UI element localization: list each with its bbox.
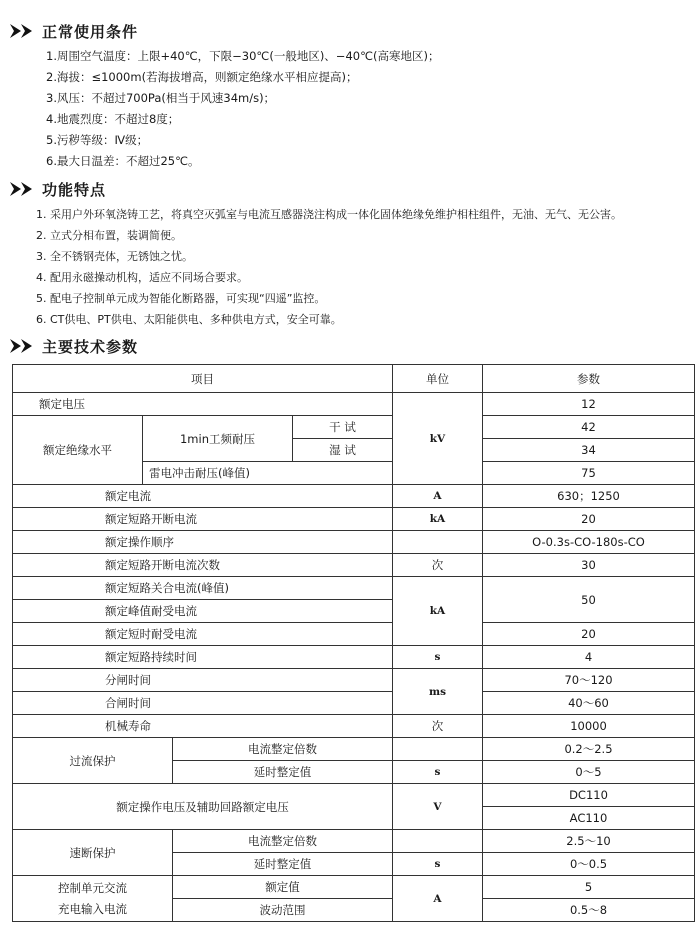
row-value: 40～60 <box>483 692 695 715</box>
table-row <box>13 738 695 761</box>
spec-table <box>12 364 695 922</box>
table-row <box>13 692 695 715</box>
list-item: 2. 立式分相布置，装调简便。 <box>36 229 182 242</box>
header-value: 参数 <box>483 365 695 393</box>
header-unit: 单位 <box>393 365 483 393</box>
row-label: 额定短时耐受电流 <box>13 623 393 646</box>
row-unit: kA <box>393 508 483 531</box>
row-value: 34 <box>483 439 695 462</box>
row-label: 额定短路开断电流次数 <box>13 554 393 577</box>
row-label: 额定短路开断电流 <box>13 508 393 531</box>
header-item: 项目 <box>13 365 393 393</box>
row-value: AC110 <box>483 807 695 830</box>
row-value: 0.5～8 <box>483 899 695 922</box>
table-header-row <box>13 365 695 393</box>
row-label: 额定短路关合电流(峰值) <box>13 577 393 600</box>
row-sublabel: 延时整定值 <box>173 853 393 876</box>
conditions-list <box>46 46 439 172</box>
row-value: 5 <box>483 876 695 899</box>
row-sublabel: 波动范围 <box>173 899 393 922</box>
row-unit: s <box>393 853 483 876</box>
section-header-params <box>10 335 138 357</box>
row-unit <box>393 531 483 554</box>
row-unit: kA <box>393 577 483 646</box>
row-value: 2.5～10 <box>483 830 695 853</box>
table-row <box>13 531 695 554</box>
row-label <box>13 876 173 922</box>
table-row <box>13 669 695 692</box>
double-arrow-icon <box>10 182 34 196</box>
row-value: DC110 <box>483 784 695 807</box>
table-row <box>13 508 695 531</box>
row-value: 12 <box>483 393 695 416</box>
row-unit: s <box>393 761 483 784</box>
row-unit: 次 <box>393 554 483 577</box>
list-item: 1. 采用户外环氧浇铸工艺，将真空灭弧室与电流互感器浇注构成一体化固体绝缘免维护相柱组件，无油、无气、无公害。 <box>36 208 622 221</box>
section-title: 正常使用条件 <box>42 22 139 41</box>
section-title: 主要技术参数 <box>42 337 139 356</box>
table-row <box>13 784 695 807</box>
row-value: 4 <box>483 646 695 669</box>
features-list <box>36 204 622 330</box>
list-item: 3. 全不锈钢壳体，无锈蚀之忧。 <box>36 250 193 263</box>
row-label: 额定电流 <box>13 485 393 508</box>
row-sublabel: 额定值 <box>173 876 393 899</box>
table-row <box>13 646 695 669</box>
row-unit <box>393 738 483 761</box>
row-label: 合闸时间 <box>13 692 393 715</box>
row-value: 0.2～2.5 <box>483 738 695 761</box>
row-value: 30 <box>483 554 695 577</box>
row-sublabel: 电流整定倍数 <box>173 738 393 761</box>
row-unit: A <box>393 876 483 922</box>
double-arrow-icon <box>10 339 34 353</box>
row-value: 50 <box>483 577 695 623</box>
row-sublabel: 干 试 <box>293 416 393 439</box>
section-title: 功能特点 <box>42 180 107 199</box>
row-sublabel: 湿 试 <box>293 439 393 462</box>
list-item: 6.最大日温差：不超过25℃。 <box>46 154 200 168</box>
row-value: 70～120 <box>483 669 695 692</box>
table-row <box>13 577 695 600</box>
row-unit: s <box>393 646 483 669</box>
row-unit: 次 <box>393 715 483 738</box>
table-row <box>13 416 695 439</box>
row-value: 75 <box>483 462 695 485</box>
list-item: 4.地震烈度：不超过8度； <box>46 112 180 126</box>
row-label: 过流保护 <box>13 738 173 784</box>
table-row <box>13 554 695 577</box>
row-value: O-0.3s-CO-180s-CO <box>483 531 695 554</box>
row-unit: V <box>393 784 483 830</box>
list-item: 1.周围空气温度：上限+40℃，下限−30℃(一般地区)、−40℃(高寒地区)； <box>46 49 440 63</box>
row-label: 分闸时间 <box>13 669 393 692</box>
row-unit: kV <box>393 393 483 485</box>
table-row <box>13 623 695 646</box>
double-arrow-icon <box>10 24 34 38</box>
row-sublabel: 1min工频耐压 <box>143 416 293 462</box>
row-label: 额定操作电压及辅助回路额定电压 <box>13 784 393 830</box>
spec-table-wrapper <box>12 364 694 922</box>
row-label: 速断保护 <box>13 830 173 876</box>
row-value: 0～5 <box>483 761 695 784</box>
list-item: 6. CT供电、PT供电、太阳能供电、多种供电方式，安全可靠。 <box>36 313 342 326</box>
table-row <box>13 393 695 416</box>
table-row <box>13 876 695 899</box>
row-sublabel: 延时整定值 <box>173 761 393 784</box>
row-label: 机械寿命 <box>13 715 393 738</box>
row-label: 额定绝缘水平 <box>13 416 143 485</box>
row-label: 额定峰值耐受电流 <box>13 600 393 623</box>
row-label-line: 充电输入电流 <box>58 901 127 916</box>
row-label: 额定短路持续时间 <box>13 646 393 669</box>
table-row <box>13 715 695 738</box>
row-value: 20 <box>483 623 695 646</box>
row-label: 额定操作顺序 <box>13 531 393 554</box>
row-value: 42 <box>483 416 695 439</box>
row-unit: ms <box>393 669 483 715</box>
list-item: 4. 配用永磁操动机构，适应不同场合要求。 <box>36 271 248 284</box>
section-header-conditions <box>10 20 138 42</box>
row-unit <box>393 830 483 853</box>
row-label-line: 控制单元交流 <box>58 880 127 895</box>
row-value: 630；1250 <box>483 485 695 508</box>
row-sublabel: 雷电冲击耐压(峰值) <box>143 462 393 485</box>
section-header-features <box>10 178 106 200</box>
list-item: 5.污秽等级：Ⅳ级； <box>46 133 149 147</box>
table-row <box>13 830 695 853</box>
list-item: 5. 配电子控制单元成为智能化断路器，可实现“四遥”监控。 <box>36 292 326 305</box>
row-sublabel: 电流整定倍数 <box>173 830 393 853</box>
row-value: 0～0.5 <box>483 853 695 876</box>
list-item: 2.海拔：≤1000m(若海拔增高，则额定绝缘水平相应提高)； <box>46 70 358 84</box>
row-unit: A <box>393 485 483 508</box>
row-value: 10000 <box>483 715 695 738</box>
table-row <box>13 485 695 508</box>
row-label: 额定电压 <box>13 393 393 416</box>
list-item: 3.风压：不超过700Pa(相当于风速34m/s)； <box>46 91 276 105</box>
row-value: 20 <box>483 508 695 531</box>
